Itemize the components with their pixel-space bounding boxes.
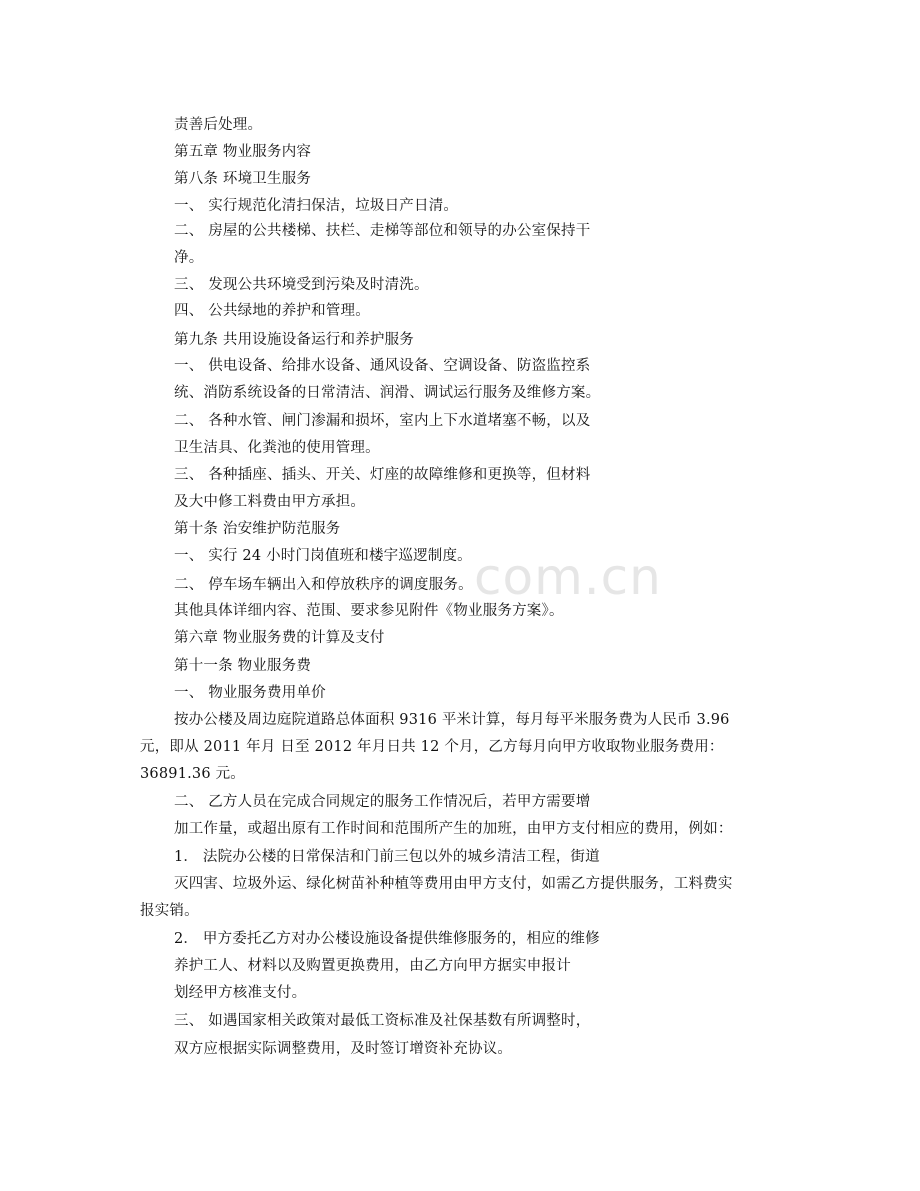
text-line: 报实销。 — [140, 903, 199, 919]
text-line: 统、消防系统设备的日常清洁、润滑、调试运行服务及维修方案。 — [174, 385, 601, 401]
text-line: 养护工人、材料以及购置更换费用，由乙方向甲方据实申报计 — [174, 958, 571, 974]
list-item: 三、 各种插座、插头、开关、灯座的故障维修和更换等，但材料 — [174, 467, 591, 483]
text-line: 元，即从 2011 年月 日至 2012 年月日共 12 个月，乙方每月向甲方收取物业服务费用： — [140, 739, 724, 755]
chapter-heading: 第五章 物业服务内容 — [174, 144, 312, 160]
list-item: 二、 停车场车辆出入和停放秩序的调度服务。 — [174, 577, 473, 593]
list-item: 二、 各种水管、闸门渗漏和损坏，室内上下水道堵塞不畅，以及 — [174, 413, 591, 429]
text-line: 及大中修工料费由甲方承担。 — [174, 494, 366, 510]
chapter-heading: 第六章 物业服务费的计算及支付 — [174, 630, 385, 646]
text-line: 按办公楼及周边庭院道路总体面积 9316 平米计算，每月每平米服务费为人民币 3.96 — [174, 712, 730, 728]
article-heading: 第十一条 物业服务费 — [174, 658, 312, 674]
text-line: 卫生洁具、化粪池的使用管理。 — [174, 440, 380, 456]
article-heading: 第八条 环境卫生服务 — [174, 171, 312, 187]
list-item: 二、 房屋的公共楼梯、扶栏、走梯等部位和领导的办公室保持干 — [174, 223, 591, 239]
list-item: 1． 法院办公楼的日常保洁和门前三包以外的城乡清洁工程，街道 — [174, 849, 600, 865]
list-item: 三、 如遇国家相关政策对最低工资标准及社保基数有所调整时， — [174, 1013, 591, 1029]
text-line: 划经甲方核准支付。 — [174, 985, 307, 1001]
text-line: 36891.36 元。 — [140, 766, 245, 782]
list-item: 一、 实行 24 小时门岗值班和楼宇巡逻制度。 — [174, 548, 472, 564]
text-line: 双方应根据实际调整费用，及时签订增资补充协议。 — [174, 1041, 513, 1057]
article-heading: 第九条 共用设施设备运行和养护服务 — [174, 332, 415, 348]
list-item: 二、 乙方人员在完成合同规定的服务工作情况后，若甲方需要增 — [174, 794, 591, 810]
list-item: 三、 发现公共环境受到污染及时清洗。 — [174, 277, 429, 293]
list-item: 一、 供电设备、给排水设备、通风设备、空调设备、防盗监控系 — [174, 358, 591, 374]
list-item: 一、 物业服务费用单价 — [174, 685, 326, 701]
list-item: 四、 公共绿地的养护和管理。 — [174, 303, 370, 319]
text-line: 灭四害、垃圾外运、绿化树苗补种植等费用由甲方支付，如需乙方提供服务，工料费实 — [174, 876, 733, 892]
text-line: 净。 — [174, 250, 204, 266]
article-heading: 第十条 治安维护防范服务 — [174, 521, 341, 537]
text-line: 其他具体详细内容、范围、要求参见附件《物业服务方案》。 — [174, 603, 564, 619]
text-line: 责善后处理。 — [174, 117, 263, 133]
list-item: 一、 实行规范化清扫保洁，垃圾日产日清。 — [174, 198, 459, 214]
watermark: com.cn — [474, 548, 662, 606]
list-item: 2． 甲方委托乙方对办公楼设施设备提供维修服务的，相应的维修 — [174, 931, 600, 947]
text-line: 加工作量，或超出原有工作时间和范围所产生的加班，由甲方支付相应的费用，例如： — [174, 821, 733, 837]
